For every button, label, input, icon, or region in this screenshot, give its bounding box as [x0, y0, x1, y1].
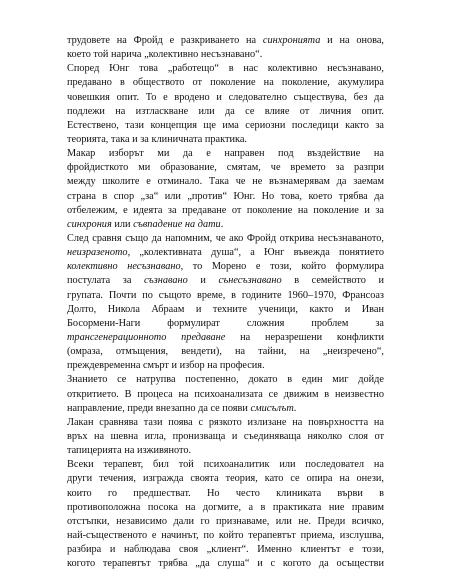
italic-text: неизразеното: [67, 247, 128, 259]
text-run: След сравня също да напомним, че ако Фройд открива несъзнаваното,: [67, 232, 384, 244]
document-page: [67, 34, 384, 571]
text-line: [67, 402, 384, 416]
text-line: [67, 119, 384, 133]
text-run: Естествено, тази концепция ще има сериозни последици както за: [67, 119, 384, 131]
text-run: между школите е отминало. Така че не възнамерявам да заемам: [67, 176, 384, 188]
text-run: , „колективната душа“, а Юнг въвежда понятието: [127, 247, 384, 259]
text-run: откритието. В процеса на психоанализата се движим в неизвестно: [67, 388, 384, 400]
text-run: Знанието се натрупва постепенно, докато в един миг дойде: [67, 374, 384, 386]
text-line: [67, 91, 384, 105]
paragraph: [67, 373, 384, 415]
text-run: което той нарича „колективно несъзнавано“.: [67, 49, 263, 61]
text-line: [67, 501, 384, 515]
text-run: преждевременна смърт и избор на професия.: [67, 360, 265, 372]
italic-text: сънесъзнавано: [218, 275, 282, 287]
text-line: [67, 373, 384, 387]
text-run: или: [111, 218, 134, 230]
text-line: [67, 388, 384, 402]
text-run: .: [293, 402, 297, 414]
text-run: Лакан сравнява тази поява с рязкото излизане на повърхността на: [67, 416, 384, 428]
text-line: [67, 48, 384, 62]
text-run: отстъпки, независимо дали го признаваме, или не. Преди всичко,: [67, 515, 384, 527]
text-run: групата. Почти по същото време, в годините 1960–1970, Франсоаз: [67, 289, 384, 301]
text-run: (омраза, отмъщения, вендети), на тайни, на „неизречено“,: [67, 346, 384, 358]
text-line: [67, 62, 384, 76]
text-line: [67, 274, 384, 288]
text-run: противоположна посока на догмите, а в практиката ние правим: [67, 501, 384, 513]
text-line: [67, 543, 384, 557]
text-run: , то Морено е този, който формулира: [180, 261, 384, 273]
text-line: [67, 133, 384, 147]
text-run: и: [187, 275, 219, 287]
text-line: [67, 487, 384, 501]
text-line: [67, 557, 384, 571]
text-line: [67, 444, 384, 458]
text-run: други течения, изгражда своята теория, като се опира на онези,: [67, 473, 384, 485]
text-line: [67, 472, 384, 486]
text-run: и на онова,: [320, 35, 384, 46]
paragraph: [67, 147, 384, 232]
text-line: [67, 232, 384, 246]
text-line: [67, 218, 384, 232]
text-run: Всеки терапевт, бил той психоаналитик или последовател на: [67, 459, 384, 471]
italic-text: трансгенерационното предаване: [67, 331, 226, 343]
paragraph: [67, 416, 384, 458]
text-line: [67, 359, 384, 373]
text-line: [67, 260, 384, 274]
text-run: Босормени-Наги формулират сложния проблем за: [67, 317, 384, 329]
text-line: [67, 161, 384, 175]
text-run: връх на шевна игла, пронизваща и съединяваща няколко слоя от: [67, 430, 384, 442]
text-line: [67, 289, 384, 303]
text-line: [67, 246, 384, 260]
text-run: предавано в обществото от поколение на поколение, акумулира: [67, 77, 384, 89]
italic-text: съзнавано: [143, 275, 188, 287]
italic-text: синхрония: [67, 218, 112, 230]
text-run: страна в спор „за“ или „против“ Юнг. Но това, което трябва да: [67, 190, 384, 202]
text-run: подлежи на изтласкване или да се влияе от личния опит.: [67, 105, 384, 117]
text-run: трудовете на Фройд е разкриването на: [67, 35, 263, 46]
text-line: [67, 317, 384, 331]
text-run: в семейството и: [281, 275, 384, 287]
text-line: [67, 34, 384, 48]
text-run: .: [220, 218, 224, 230]
text-line: [67, 190, 384, 204]
paragraph: [67, 34, 384, 62]
text-run: разбира и наблюдава своя „клиент“. Именно клиентът е този,: [67, 544, 384, 556]
text-line: [67, 416, 384, 430]
text-run: човешкия опит. То е вродено и следователно съществува, без да: [67, 91, 384, 103]
text-line: [67, 175, 384, 189]
text-run: теорията, така и за клиничната практика.: [67, 133, 247, 145]
text-run: на неразрешени конфликти: [225, 331, 384, 343]
text-line: [67, 76, 384, 90]
text-run: които го предшестват. Но често клиниката върви в: [67, 487, 384, 499]
text-run: Долто, Никола Абраам и техните ученици, както и Иван: [67, 303, 384, 315]
text-line: [67, 331, 384, 345]
italic-text: съвпадение на дати: [133, 218, 221, 230]
italic-text: смисълът: [250, 402, 294, 414]
text-run: фройдисткото ми образование, смятам, че времето за разпри: [67, 162, 384, 174]
text-line: [67, 430, 384, 444]
text-line: [67, 105, 384, 119]
text-run: направление, преди внезапно да се появи: [67, 402, 251, 414]
text-line: [67, 515, 384, 529]
paragraph: [67, 62, 384, 147]
text-run: постулата за: [67, 275, 144, 287]
text-line: [67, 204, 384, 218]
italic-text: колективно несъзнавано: [67, 261, 181, 273]
text-run: отбележим, е идеята за предаване от поколение на поколение и за: [67, 204, 384, 216]
text-line: [67, 147, 384, 161]
text-line: [67, 529, 384, 543]
text-run: тапицерията на изживяното.: [67, 445, 192, 457]
text-run: Макар изборът ми да е направен под въздействие на: [67, 148, 384, 160]
text-run: когото терапевтът трябва „да слуша“ и с когото да осъществи: [67, 558, 384, 570]
text-run: най-същественото е начинът, по който терапевтът приема, изслушва,: [67, 529, 384, 541]
paragraph: [67, 458, 384, 571]
text-line: [67, 345, 384, 359]
italic-text: синхронията: [262, 35, 321, 46]
text-line: [67, 303, 384, 317]
text-run: Според Юнг това „работещо“ в нас колективно несъзнавано,: [67, 63, 384, 75]
text-line: [67, 458, 384, 472]
paragraph: [67, 232, 384, 373]
